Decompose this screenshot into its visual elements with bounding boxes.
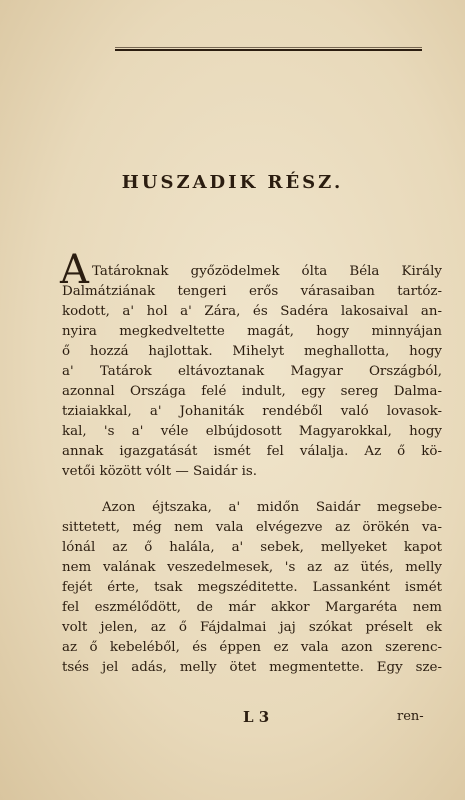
text-line: lónál az ő halála, a' sebek, mellyeket kapot	[62, 540, 442, 555]
text-line: sittetett, még nem vala elvégezve az örökén va-	[62, 520, 442, 535]
text-line: fel eszmélődött, de már akkor Margaréta nem	[62, 600, 442, 615]
text-line: a' Tatárok eltávoztanak Magyar Országból,	[62, 364, 442, 379]
drop-cap: A	[60, 247, 89, 293]
text-line: Dalmátziának tengeri erős várasaiban tartóz-	[62, 284, 442, 299]
text-line: volt jelen, az ő Fájdalmai jaj szókat préselt ek	[62, 620, 442, 635]
text-line: tsés jel adás, melly ötet megmentette. Egy sze-	[62, 660, 442, 675]
text-line: annak igazgatását ismét fel válalja. Az ő kö-	[62, 444, 442, 459]
text-line: ő hozzá hajlottak. Mihelyt meghallotta, hogy	[62, 344, 442, 359]
text-line: kodott, a' hol a' Zára, és Sadéra lakosaival an-	[62, 304, 442, 319]
text-line: az ő kebeléből, és éppen ez vala azon szerenc-	[62, 640, 442, 655]
text-line: tziaiakkal, a' Johaniták rendéből való lovasok-	[62, 404, 442, 419]
text-line: kal, 's a' véle elbújdosott Magyarokkal, hogy	[62, 424, 442, 439]
text-line: fejét érte, tsak megszéditette. Lassanként ismét	[62, 580, 442, 595]
text-line: Azon éjtszaka, a' midőn Saidár megsebe-	[102, 500, 442, 515]
chapter-heading: HUSZADIK RÉSZ.	[121, 172, 344, 193]
ornamental-rule	[115, 47, 422, 53]
text-line: nyira megkedveltette magát, hogy minnyájan	[62, 324, 442, 339]
text-line: nem valának veszedelmesek, 's az az ütés, melly	[62, 560, 442, 575]
text-line: vetői között vólt — Saidár is.	[62, 464, 258, 479]
text-line: azonnal Országa felé indult, egy sereg Dalma-	[62, 384, 442, 399]
catchword: ren-	[397, 709, 424, 724]
signature-mark: L 3	[243, 708, 270, 726]
text-line: Tatároknak győzödelmek ólta Béla Király	[92, 264, 442, 279]
